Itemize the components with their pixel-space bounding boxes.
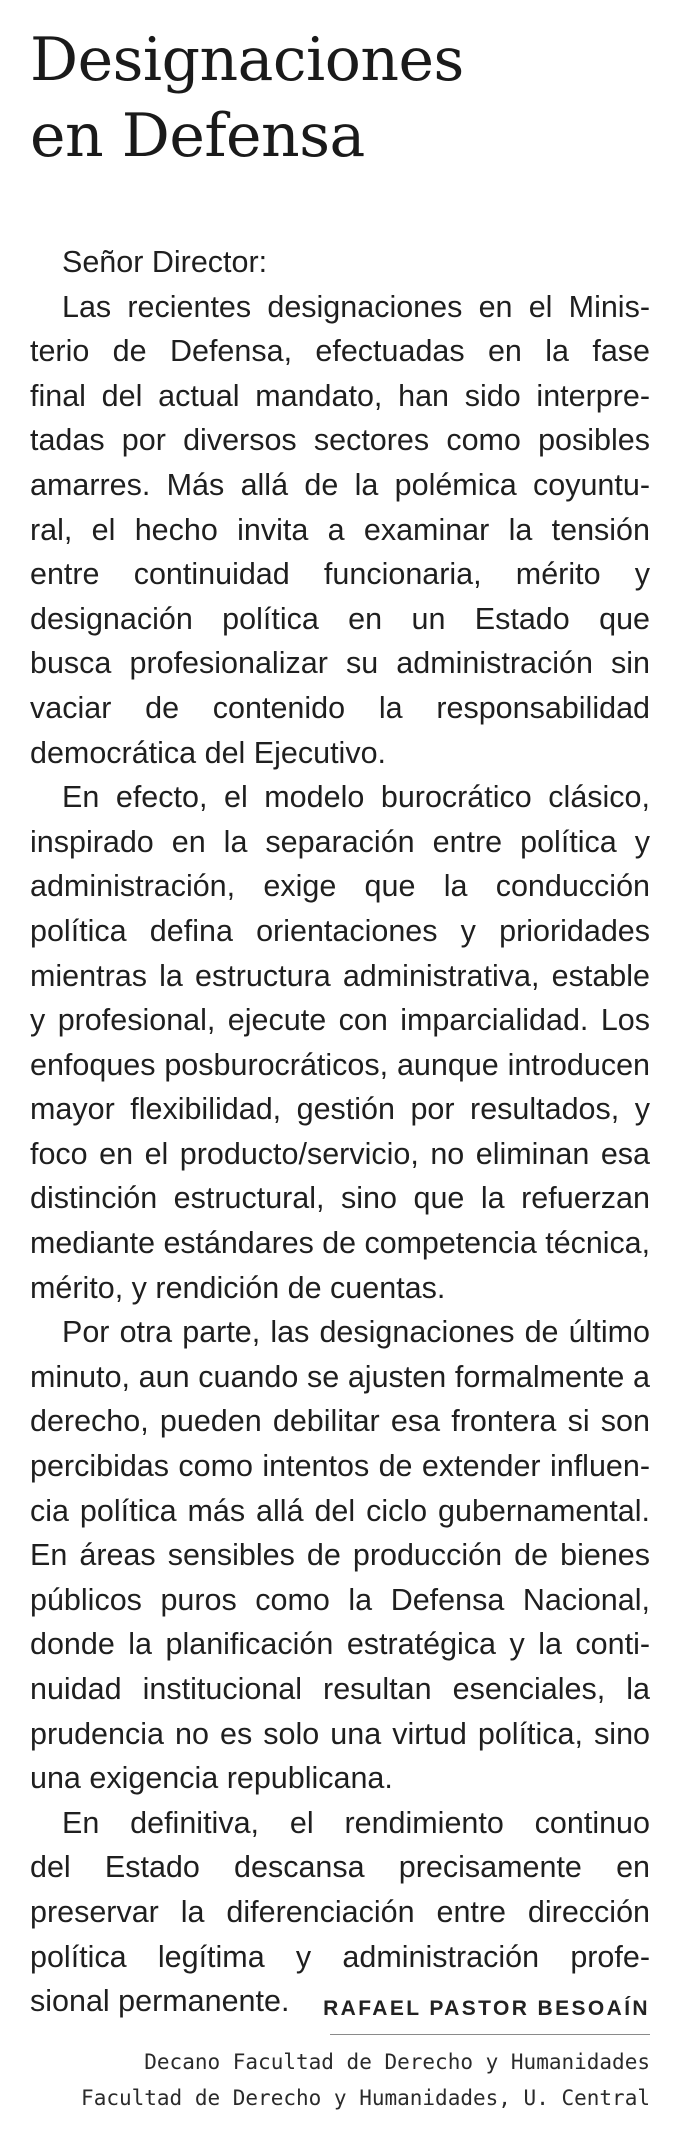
body-line: preservar la diferenciación entre dirección (30, 1894, 650, 1929)
body-line: prudencia no es solo una virtud política, sino (30, 1716, 650, 1751)
author-name: RAFAEL PASTOR BESOAÍN (323, 1997, 650, 2020)
body-line: vaciar de contenido la responsabilidad (30, 690, 650, 725)
signature-divider (330, 2034, 650, 2035)
body-line: política legítima y administración profe- (30, 1939, 650, 1974)
body-line: derecho, pueden debilitar esa frontera si son (30, 1404, 650, 1439)
headline-line: en Defensa (30, 101, 365, 171)
body-line: foco en el producto/servicio, no eliminan esa (30, 1136, 650, 1171)
body-line: En áreas sensibles de producción de bienes (30, 1538, 650, 1573)
body-line: cia política más allá del ciclo gubernamental. (30, 1493, 650, 1528)
headline-line: Designaciones (30, 25, 464, 95)
body-line: donde la planificación estratégica y la conti- (30, 1627, 650, 1662)
body-line: y profesional, ejecute con imparcialidad. Los (30, 1003, 650, 1038)
body-line: enfoques posburocráticos, aunque introducen (30, 1047, 650, 1082)
body-line: inspirado en la separación entre política y (30, 824, 650, 859)
body-line: ral, el hecho invita a examinar la tensión (30, 512, 650, 547)
author-affiliation (81, 2044, 650, 2116)
body-line: nuidad institucional resultan esenciales, la (30, 1672, 650, 1706)
body-line: En efecto, el modelo burocrático clásico, (62, 780, 650, 815)
body-line: tadas por diversos sectores como posibles (30, 423, 650, 458)
body-line: En definitiva, el rendimiento continuo (62, 1805, 650, 1840)
body-line: final del actual mandato, han sido interpre- (30, 378, 650, 413)
body-line: mayor flexibilidad, gestión por resultados, y (30, 1092, 650, 1127)
body-line: mientras la estructura administrativa, estable (30, 958, 650, 993)
body-line: minuto, aun cuando se ajusten formalmente a (30, 1359, 650, 1394)
body-line: mediante estándares de competencia técnica, (30, 1226, 651, 1261)
affiliation-line: Decano Facultad de Derecho y Humanidades (144, 2050, 650, 2074)
body-line: terio de Defensa, efectuadas en la fase (30, 334, 650, 369)
body-line: administración, exige que la conducción (30, 869, 650, 904)
affiliation-line: Facultad de Derecho y Humanidades, U. Central (81, 2086, 650, 2110)
body-line: mérito, y rendición de cuentas. (30, 1270, 446, 1305)
body-line: designación política en un Estado que (30, 601, 650, 636)
salutation: Señor Director: (62, 245, 268, 279)
body-line: públicos puros como la Defensa Nacional, (30, 1582, 650, 1617)
body-line: percibidas como intentos de extender influen- (30, 1449, 650, 1484)
headline (30, 22, 650, 174)
body-line: entre continuidad funcionaria, mérito y (30, 557, 650, 592)
body-line: Por otra parte, las designaciones de último (62, 1315, 650, 1350)
letter-body (30, 240, 650, 2024)
body-line: democrática del Ejecutivo. (30, 735, 387, 770)
body-line: distinción estructural, sino que la refuerzan (30, 1181, 650, 1216)
body-line: una exigencia republicana. (30, 1761, 393, 1796)
body-line: sional permanente. (30, 1984, 290, 2019)
body-line: política defina orientaciones y prioridades (30, 913, 650, 948)
body-line: amarres. Más allá de la polémica coyuntu- (30, 467, 650, 502)
body-line: del Estado descansa precisamente en (30, 1850, 650, 1885)
body-line: Las recientes designaciones en el Minis- (62, 289, 650, 324)
body-line: busca profesionalizar su administración sin (30, 646, 650, 681)
